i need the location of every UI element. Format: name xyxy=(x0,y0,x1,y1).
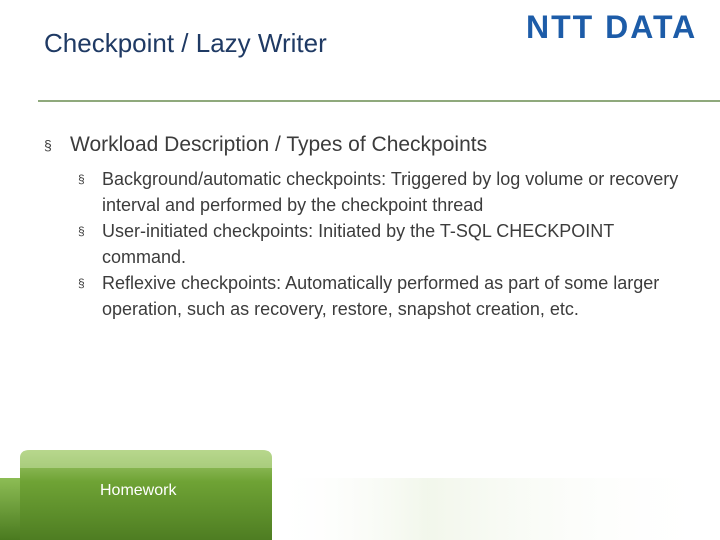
sub-bullet-item xyxy=(72,218,694,270)
homework-tab[interactable]: Homework xyxy=(100,482,177,499)
bullet-item xyxy=(44,130,694,160)
section-sign-bullet-icon: § xyxy=(44,137,52,153)
logo-text: NTT DATA xyxy=(526,10,698,44)
bullet-list xyxy=(44,130,694,322)
sub-bullet-text: Reflexive checkpoints: Automatically performed as part of some larger operation, such as recovery, restore, snapshot creation, etc. xyxy=(102,273,660,319)
ntt-data-logo xyxy=(526,10,706,44)
title-divider xyxy=(38,100,720,102)
section-sign-bullet-icon: § xyxy=(78,172,85,186)
sub-bullet-list xyxy=(44,166,694,322)
sub-bullet-text: Background/automatic checkpoints: Triggered by log volume or recovery interval and performed by the checkpoint thread xyxy=(102,169,679,215)
sub-bullet-text: User-initiated checkpoints: Initiated by the T-SQL CHECKPOINT command. xyxy=(102,221,614,267)
bullet-text: Workload Description / Types of Checkpoints xyxy=(70,133,488,156)
sub-bullet-item xyxy=(72,166,694,218)
sub-bullet-item xyxy=(72,270,694,322)
section-sign-bullet-icon: § xyxy=(78,276,85,290)
section-sign-bullet-icon: § xyxy=(78,224,85,238)
slide-title: Checkpoint / Lazy Writer xyxy=(44,28,327,58)
